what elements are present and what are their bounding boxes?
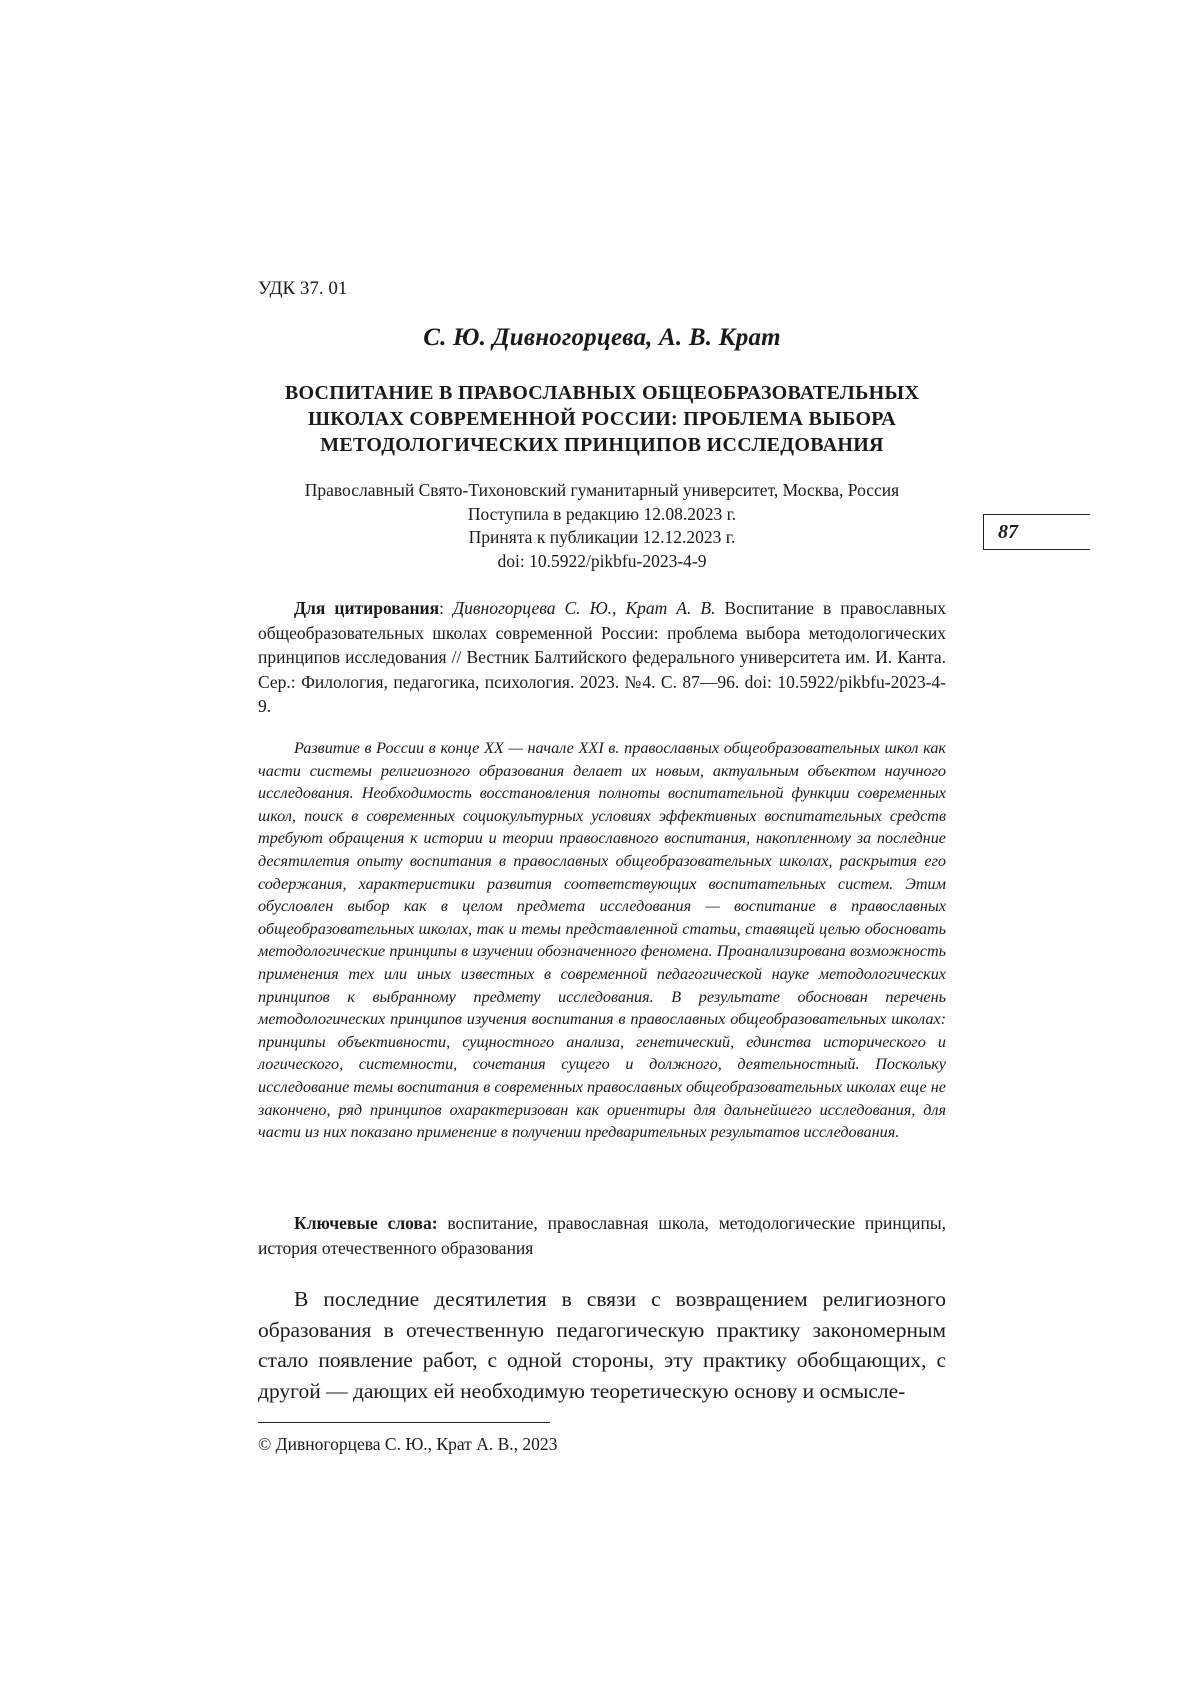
article-title: [258, 380, 946, 458]
received-date: Поступила в редакцию 12.08.2023 г.: [467, 503, 737, 524]
citation-text: Воспитание в православных общеобразовательных школах современной России: проблема выбора методологических принципов исследования // Вестник Балтийского федерального университета им. И. Канта. Сер.: Филология, педагогика, психология. 2023. №4. С. 87—96. doi: 10.5922/pikbfu-2023-4-9.: [258, 598, 946, 716]
citation-separator: :: [439, 598, 454, 618]
title-line-2: ШКОЛАХ СОВРЕМЕННОЙ РОССИИ: ПРОБЛЕМА ВЫБОРА: [307, 408, 897, 430]
abstract: Развитие в России в конце XX — начале XXI в. православных общеобразовательных школ как части системы религиозного образования делает их новым, актуальным объектом научного исследования. Необходимость восстановления полноты воспитательной функции современных школ, поиск в современных социокультурных условиях эффективных воспитательных средств требуют обращения к истории и теории православного воспитания, накопленному за последние десятилетия опыту воспитания в православных общеобразовательных школах, раскрытия его содержания, характеристики развития соответствующих воспитательных систем. Этим обусловлен выбор как в целом предмета исследования — воспитание в православных общеобразовательных школах, так и темы представленной статьи, ставящей целью обосновать методологические принципы в изучении обозначенного феномена. Проанализирована возможность применения тех или иных известных в современной педагогической науке методологических принципов к выбранному предмету исследования. В результате обоснован перечень методологических принципов изучения воспитания в православных общеобразовательных школах: принципы объективности, сущностного анализа, генетический, единства исторического и логического, системности, сочетания сущего и должного, деятельностный. Поскольку исследование темы воспитания в современных православных общеобразовательных школах еще не закончено, ряд принципов охарактеризован как ориентиры для дальнейшего исследования, для части из них показано применение в получении предварительных результатов исследования.: [258, 739, 946, 1142]
institution: Православный Свято-Тихоновский гуманитарный университет, Москва, Россия: [304, 480, 900, 500]
title-line-3: МЕТОДОЛОГИЧЕСКИХ ПРИНЦИПОВ ИССЛЕДОВАНИЯ: [320, 434, 884, 456]
affiliation-block: [258, 479, 946, 573]
keywords-label: Ключевые слова:: [294, 1213, 438, 1233]
doi: doi: 10.5922/pikbfu-2023-4-9: [497, 550, 707, 571]
copyright-notice: © Дивногорцева С. Ю., Крат А. В., 2023: [258, 1434, 558, 1454]
citation-block: [258, 596, 946, 719]
body-paragraph: В последние десятилетия в связи с возвращением религиозного образования в отечественную педагогическую практику закономерным стало появление работ, с одной стороны, эту практику обобщающих, с другой — дающих ей необходимую теоретическую основу и осмысле-: [258, 1287, 946, 1403]
page-number-box: [983, 514, 1090, 550]
udk-code: УДК 37. 01: [258, 278, 348, 299]
citation-label: Для цитирования: [294, 598, 440, 618]
keywords-block: [258, 1211, 946, 1260]
accepted-date: Принята к публикации 12.12.2023 г.: [468, 527, 736, 547]
citation-authors: Дивногорцева С. Ю., Крат А. В.: [453, 598, 716, 618]
title-line-1: ВОСПИТАНИЕ В ПРАВОСЛАВНЫХ ОБЩЕОБРАЗОВАТЕЛЬНЫХ: [284, 382, 920, 404]
keywords-text: воспитание, православная школа, методологические принципы, история отечественного образования: [258, 1213, 946, 1258]
footnote-divider: [258, 1422, 550, 1423]
page-number: 87: [998, 521, 1018, 543]
article-authors: С. Ю. Дивногорцева, А. В. Крат: [423, 324, 781, 351]
